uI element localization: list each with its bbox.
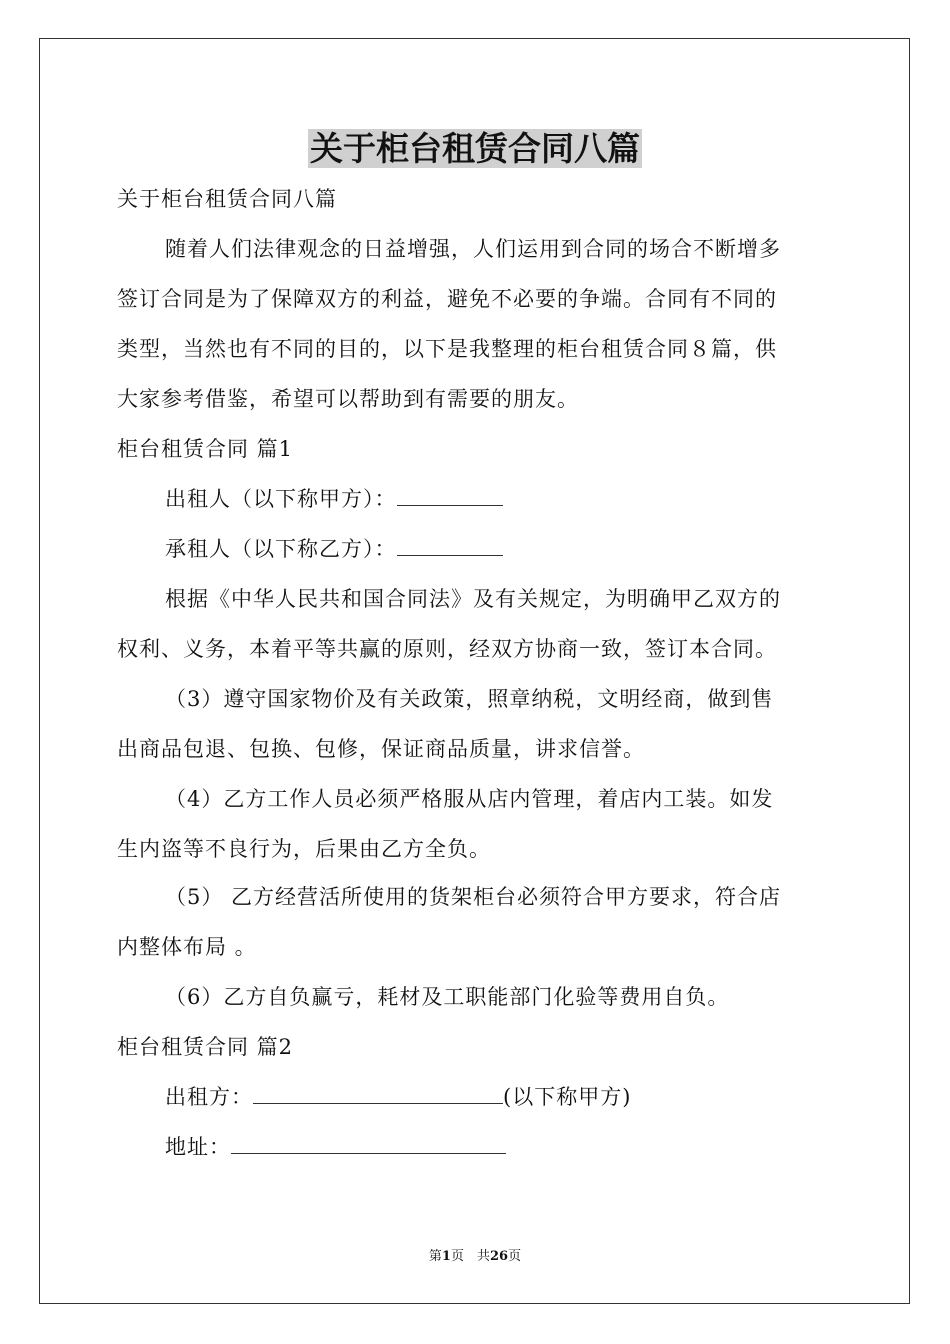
section2-lessor-label: 出租方： — [165, 1085, 253, 1109]
lessee-label: 承租人（以下称乙方）： — [165, 537, 397, 561]
item5-line-1: （5） 乙方经营活所使用的货架柜台必须符合甲方要求，符合店 — [165, 885, 782, 909]
lessor-line — [165, 484, 503, 514]
address-label: 地址： — [165, 1135, 231, 1159]
intro-line-4: 大家参考借鉴，希望可以帮助到有需要的朋友。 — [117, 387, 579, 411]
lessee-line — [165, 534, 503, 564]
page-frame — [39, 38, 910, 1304]
footer-page-prefix: 第 — [428, 1249, 442, 1264]
lessor-label: 出租人（以下称甲方）： — [165, 487, 397, 511]
item4-line-2: 生内盗等不良行为，后果由乙方全负。 — [117, 837, 491, 861]
section2-lessor-line — [165, 1082, 631, 1112]
item5-line-2: 内整体布局 。 — [117, 935, 257, 959]
footer-page-suffix: 页 — [508, 1249, 522, 1264]
basis-line-1: 根据《中华人民共和国合同法》及有关规定，为明确甲乙双方的 — [165, 587, 781, 611]
section2-lessor-blank[interactable] — [253, 1083, 503, 1104]
basis-line-2: 权利、义务，本着平等共赢的原则，经双方协商一致，签订本合同。 — [117, 637, 777, 661]
lessee-blank[interactable] — [397, 535, 503, 556]
item6-line: （6）乙方自负赢亏，耗材及工职能部门化验等费用自负。 — [165, 985, 730, 1009]
address-line — [165, 1132, 506, 1162]
item4-line-1: （4）乙方工作人员必须严格服从店内管理，着店内工装。如发 — [165, 787, 774, 811]
page-footer — [0, 1248, 950, 1266]
section1-heading: 柜台租赁合同 篇1 — [117, 437, 294, 461]
document-title — [0, 128, 950, 170]
section2-heading: 柜台租赁合同 篇2 — [117, 1035, 294, 1059]
intro-line-3: 类型，当然也有不同的目的，以下是我整理的柜台租赁合同８篇，供 — [117, 337, 777, 361]
footer-total-pages: 26 — [489, 1249, 509, 1264]
document-title-text: 关于柜台租赁合同八篇 — [310, 129, 640, 168]
footer-page-mid: 页 共 — [450, 1249, 490, 1264]
address-blank[interactable] — [231, 1133, 506, 1154]
footer-page-number: 1 — [441, 1249, 451, 1264]
intro-line-2: 签订合同是为了保障双方的利益，避免不必要的争端。合同有不同的 — [117, 287, 777, 311]
subtitle: 关于柜台租赁合同八篇 — [117, 187, 337, 211]
lessor-blank[interactable] — [397, 485, 503, 506]
intro-line-1: 随着人们法律观念的日益增强，人们运用到合同的场合不断增多 — [165, 237, 781, 261]
item3-line-1: （3）遵守国家物价及有关政策，照章纳税，文明经商，做到售 — [165, 687, 774, 711]
section2-lessor-suffix: (以下称甲方) — [503, 1085, 632, 1109]
item3-line-2: 出商品包退、包换、包修，保证商品质量，讲求信誉。 — [117, 737, 645, 761]
